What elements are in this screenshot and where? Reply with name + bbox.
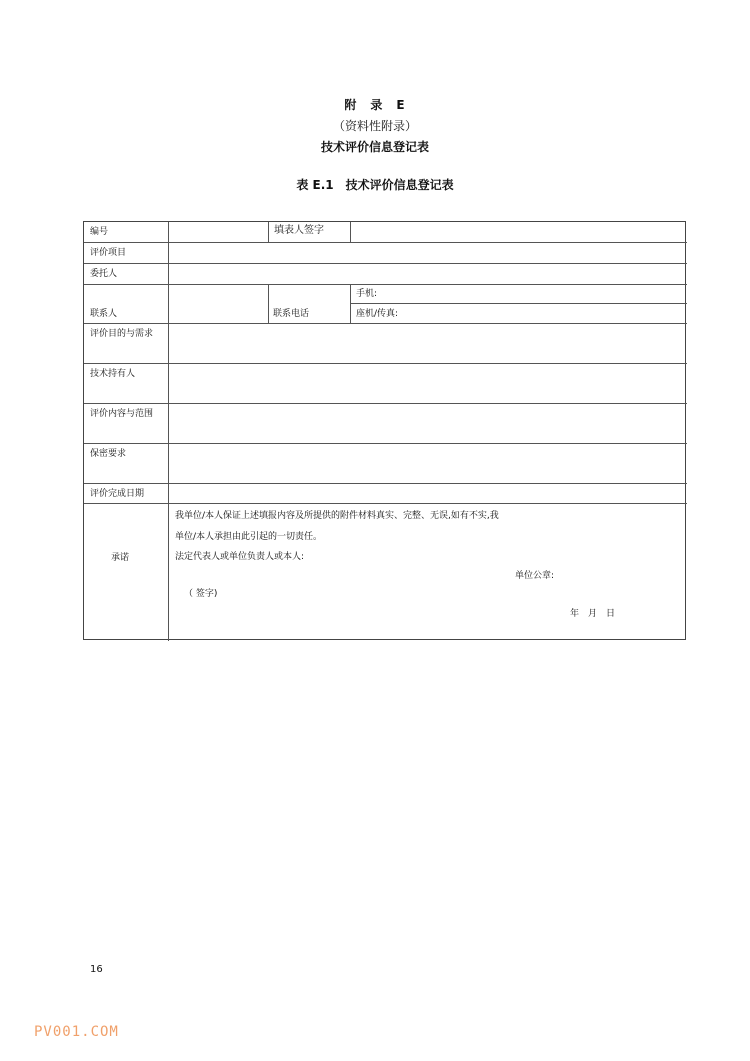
appendix-heading: 附 录 E xyxy=(344,98,406,112)
table-caption: 表 E.1 技术评价信息登记表 xyxy=(296,178,454,192)
client-label: 委托人 xyxy=(90,269,118,279)
number-label: 编号 xyxy=(90,227,109,237)
column-divider xyxy=(268,222,269,242)
pledge-text-line3: 法定代表人或单位负责人或本人: xyxy=(175,552,305,562)
row-divider xyxy=(350,303,687,304)
landline-label: 座机/传真: xyxy=(356,309,399,319)
row-divider xyxy=(84,503,687,504)
appendix-title: 技术评价信息登记表 xyxy=(320,140,429,154)
column-divider xyxy=(350,222,351,242)
page-number: 16 xyxy=(90,964,103,975)
holder-label: 技术持有人 xyxy=(90,369,136,379)
secrecy-label: 保密要求 xyxy=(90,449,127,459)
pledge-text-line2: 单位/本人承担由此引起的一切责任。 xyxy=(175,532,323,542)
column-divider xyxy=(350,284,351,323)
row-divider xyxy=(84,443,687,444)
row-divider xyxy=(84,263,687,264)
mobile-label: 手机: xyxy=(356,289,378,299)
registration-form xyxy=(83,221,686,640)
purpose-label: 评价目的与需求 xyxy=(90,329,154,339)
filler-signature-label: 填表人签字 xyxy=(274,225,324,236)
watermark: PV001.COM xyxy=(34,1024,119,1040)
column-divider xyxy=(268,284,269,323)
row-divider xyxy=(84,483,687,484)
column-divider xyxy=(168,222,169,641)
contact-label: 联系人 xyxy=(90,309,118,319)
completion-date-label: 评价完成日期 xyxy=(90,489,145,499)
project-label: 评价项目 xyxy=(90,248,127,258)
pledge-text-line1: 我单位/本人保证上述填报内容及所提供的附件材料真实、完整、无误,如有不实,我 xyxy=(175,511,499,521)
seal-label: 单位公章: xyxy=(515,571,555,581)
signature-label: （ 签字) xyxy=(184,589,218,599)
row-divider xyxy=(84,323,687,324)
phone-label: 联系电话 xyxy=(273,309,310,319)
appendix-nature: （资料性附录） xyxy=(332,119,417,133)
date-label: 年 月 日 xyxy=(570,609,616,619)
scope-label: 评价内容与范围 xyxy=(90,409,154,419)
row-divider xyxy=(84,403,687,404)
pledge-label: 承诺 xyxy=(111,553,130,563)
row-divider xyxy=(84,242,687,243)
row-divider xyxy=(84,363,687,364)
row-divider xyxy=(84,284,687,285)
